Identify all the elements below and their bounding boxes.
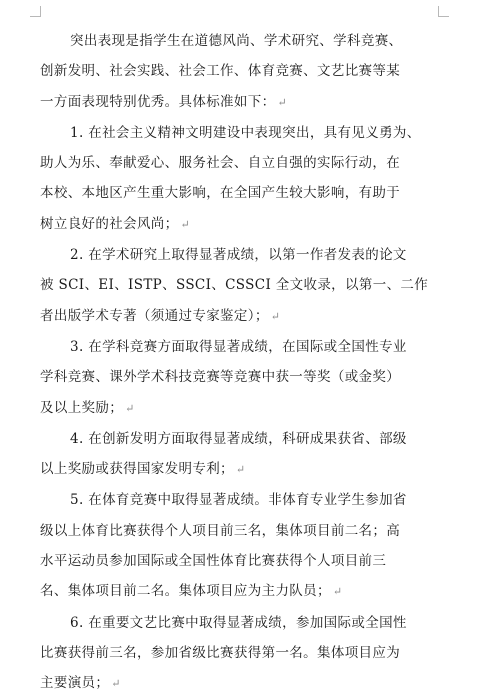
page-corner-mark-left: [30, 6, 41, 17]
text-line: 树立良好的社会风尚； ↵: [40, 215, 191, 232]
text-line: 者出版学术专著（须通过专家鉴定）； ↵: [40, 307, 281, 324]
paragraph-item-2[interactable]: [40, 240, 444, 332]
text-line: 突出表现是指学生在道德风尚、学术研究、学科竞赛、: [70, 33, 403, 49]
text-line: 6. 在重要文艺比赛中取得显著成绩，参加国际或全国性: [70, 614, 407, 631]
paragraph-item-6[interactable]: [40, 608, 444, 700]
text-line: 被 SCI、EI、ISTP、SSCI、CSSCI 全文收录，以第一、二作: [40, 277, 429, 294]
paragraph-mark-icon: ↵: [277, 95, 288, 109]
text-line: 以上奖励或获得国家发明专利； ↵: [40, 461, 246, 478]
document-body[interactable]: [40, 26, 444, 700]
paragraph-intro[interactable]: [40, 26, 444, 118]
text-line: 及以上奖励； ↵: [40, 399, 135, 416]
text-line: 本校、本地区产生重大影响，在全国产生较大影响，有助于: [40, 185, 401, 202]
text-line: 比赛获得前三名，参加省级比赛获得第一名。集体项目应为: [40, 644, 401, 661]
text-line: 名、集体项目前二名。集体项目应为主力队员； ↵: [40, 583, 343, 600]
paragraph-mark-icon: ↵: [111, 677, 121, 691]
paragraph-mark-icon: ↵: [235, 463, 246, 477]
text-line: 主要演员； ↵: [40, 675, 121, 692]
paragraph-item-1[interactable]: [40, 118, 444, 240]
text-line: 3. 在学科竞赛方面取得显著成绩，在国际或全国性专业: [70, 338, 407, 355]
paragraph-mark-icon: ↵: [332, 585, 343, 599]
text-line: 4. 在创新发明方面取得显著成绩，科研成果获省、部级: [70, 430, 407, 447]
text-line: 1. 在社会主义精神文明建设中表现突出，具有见义勇为、: [70, 124, 421, 141]
text-line: 5. 在体育竞赛中取得显著成绩。非体育专业学生参加省: [70, 492, 407, 509]
text-line: 助人为乐、奉献爱心、服务社会、自立自强的实际行动，在: [40, 155, 401, 172]
page-corner-mark-right: [438, 6, 449, 17]
text-line: 2. 在学术研究上取得显著成绩，以第一作者发表的论文: [70, 247, 407, 264]
paragraph-item-3[interactable]: [40, 332, 444, 424]
paragraph-item-5[interactable]: [40, 485, 444, 607]
text-line: 学科竞赛、课外学术科技竞赛等竞赛中获一等奖（或金奖）: [40, 369, 401, 386]
text-line: 级以上体育比赛获得个人项目前三名，集体项目前二名；高: [40, 522, 401, 539]
text-line: 一方面表现特别优秀。具体标准如下： ↵: [40, 93, 288, 110]
paragraph-mark-icon: ↵: [270, 309, 281, 323]
paragraph-mark-icon: ↵: [125, 401, 135, 415]
paragraph-item-4[interactable]: [40, 424, 444, 486]
text-line: 创新发明、社会实践、社会工作、体育竞赛、文艺比赛等某: [40, 63, 401, 80]
text-line: 水平运动员参加国际或全国性体育比赛获得个人项目前三: [40, 553, 387, 570]
paragraph-mark-icon: ↵: [180, 217, 191, 231]
